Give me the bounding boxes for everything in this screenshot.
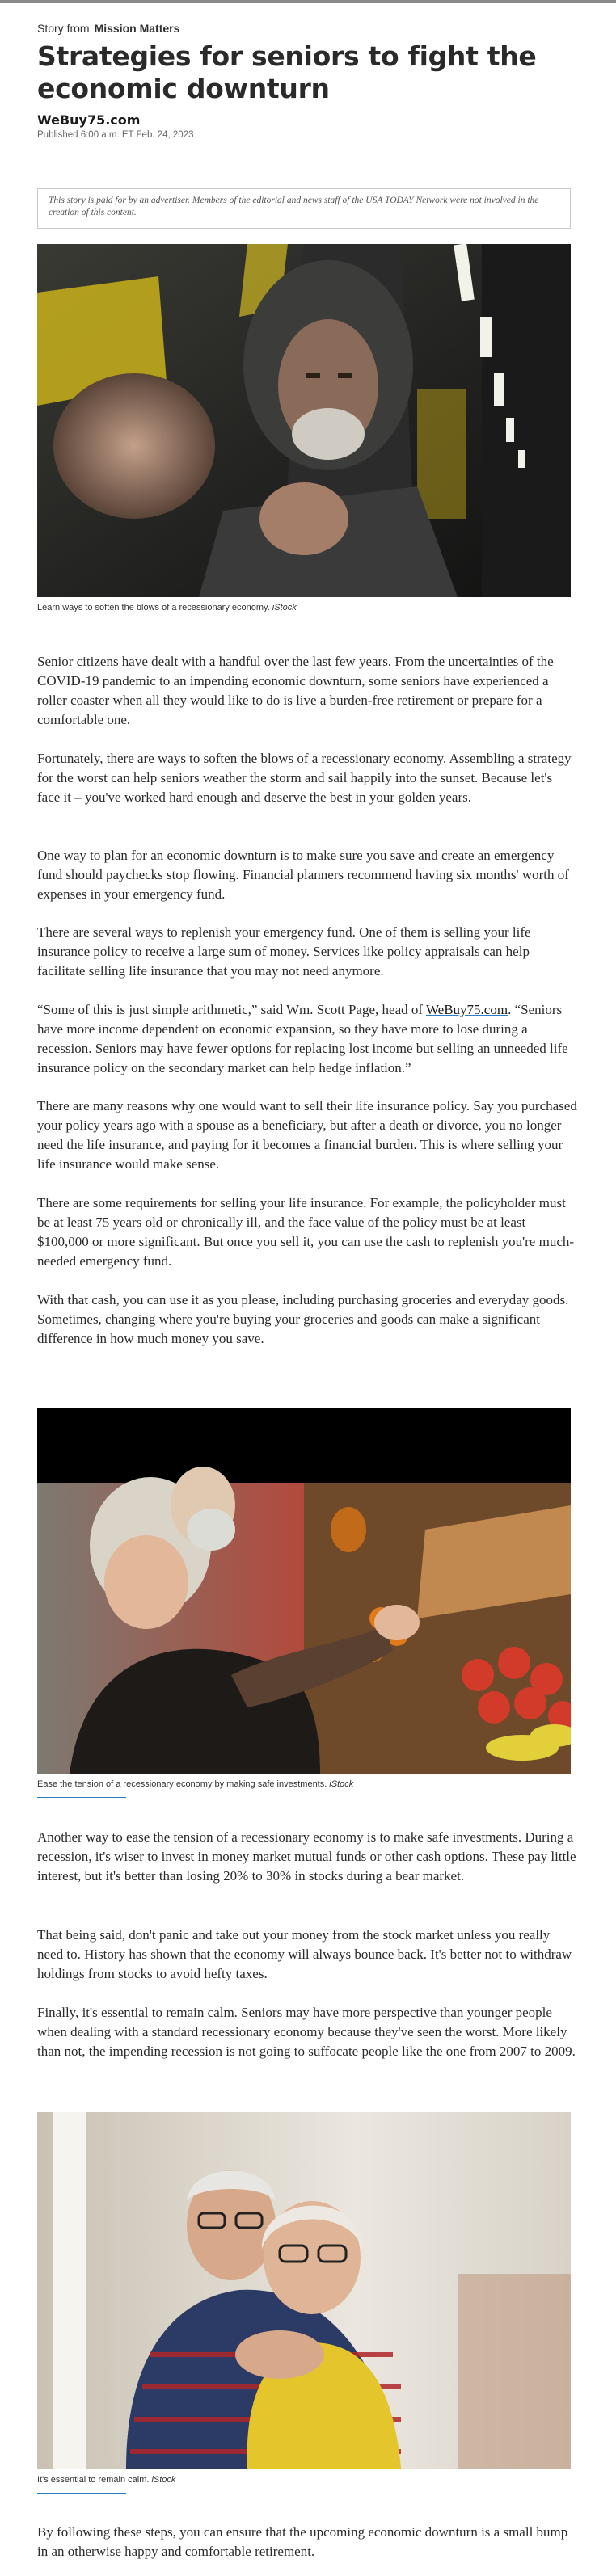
caption-divider <box>37 2493 126 2494</box>
senior-couple-photo <box>37 2112 571 2469</box>
senior-boxer-photo <box>37 244 571 597</box>
quote-text-end: . “Seniors have more income dependent on economic expansion, so they have more to lose during a recession. Seniors may have fewer options for replacing lost income but selling an unneeded life insurance policy on the secondary market can help hedge inflation.” <box>37 1002 568 1075</box>
caption-text: Ease the tension of a recessionary economy by making safe investments. <box>37 1779 327 1789</box>
caption-credit: iStock <box>272 603 297 612</box>
caption-credit: iStock <box>329 1779 354 1789</box>
figure-caption-2 <box>37 1779 353 1789</box>
article-paragraph: There are several ways to replenish your emergency fund. One of them is selling your life insurance policy to receive a large sum of money. Services like policy appraisals can help facilitate selling life insurance that you may not need anymore. <box>37 924 531 979</box>
article-paragraph: Another way to ease the tension of a recessionary economy is to make safe investments. During a recession, it's wiser to invest in money market mutual funds or other cash options. These pay little interest, but it's better than losing 20% to 30% in stocks during a bear market. <box>37 1829 576 1884</box>
article-paragraph: Fortunately, there are ways to soften the blows of a recessionary economy. Assembling a strategy for the worst can help seniors weather the storm and sail happily into the sunset. Because let's face it – you've worked hard enough and deserve the best in your golden years. <box>37 751 572 805</box>
caption-credit: iStock <box>151 2475 176 2485</box>
webuy75-link[interactable]: WeBuy75.com <box>425 1002 508 1017</box>
image-couple-grocery[interactable] <box>37 1408 571 1774</box>
article-paragraph: That being said, don't panic and take out your money from the stock market unless you really need to. History has shown that the economy will always bounce back. It's better not to withdraw holdings from stocks to avoid hefty taxes. <box>37 1927 572 1981</box>
image-senior-couple-embrace[interactable] <box>37 2112 571 2469</box>
caption-text: Learn ways to soften the blows of a recessionary economy. <box>37 603 270 612</box>
couple-grocery-photo <box>37 1408 571 1774</box>
quote-text-start: “Some of this is just simple arithmetic,” said Wm. Scott Page, head of <box>37 1002 424 1017</box>
publish-date: Published 6:00 a.m. ET Feb. 24, 2023 <box>37 130 194 140</box>
sponsor-eyebrow <box>37 22 179 35</box>
article-paragraph: By following these steps, you can ensure that the upcoming economic downturn is a small bump in an otherwise happy and comfortable retirement. <box>37 2524 568 2559</box>
article-paragraph: Senior citizens have dealt with a handful over the last few years. From the uncertainties of the COVID-19 pandemic to an impending economic downturn, some seniors have experienced a roller coaster when all they would like to do is live a burden-free retirement or prepare for a comfortable one. <box>37 654 554 727</box>
caption-divider <box>37 1797 126 1798</box>
top-rule <box>0 0 616 3</box>
article-paragraph: There are some requirements for selling your life insurance. For example, the policyholder must be at least 75 years old or chronically ill, and the face value of the policy must be at least $100,000 or more significant. But once you sell it, you can use the cash to replenish you're much-needed emergency fund. <box>37 1195 575 1269</box>
figure-caption-3 <box>37 2475 175 2485</box>
caption-text: It's essential to remain calm. <box>37 2475 150 2485</box>
story-from-label: Story from <box>37 22 90 35</box>
article-paragraph: With that cash, you can use it as you please, including purchasing groceries and everyday goods. Sometimes, changing where you're buying your groceries and goods can make a significant difference in how much money you save. <box>37 1292 569 1346</box>
hero-image-senior-boxer[interactable] <box>37 244 571 597</box>
figure-caption-1 <box>37 603 297 612</box>
article-paragraph: Finally, it's essential to remain calm. Seniors may have more perspective than younger people when dealing with a standard recessionary economy because they've seen the worst. More likely than not, the impending recession is not going to suffocate people like the one from 2007 to 2009. <box>37 2005 576 2059</box>
author-brand[interactable]: WeBuy75.com <box>37 112 141 128</box>
quote-paragraph <box>37 1000 577 1078</box>
sponsor-name[interactable]: Mission Matters <box>94 22 180 35</box>
article-paragraph: There are many reasons why one would want to sell their life insurance policy. Say you purchased your policy years ago with a spouse as a beneficiary, but after a death or divorce, you no longer need the life insurance, and paying for it becomes a financial burden. This is where selling your life insurance would make sense. <box>37 1098 577 1172</box>
advertiser-disclaimer: This story is paid for by an advertiser. Members of the editorial and news staff of the USA TODAY Network were not involved in the creation of this content. <box>37 188 571 229</box>
article-paragraph: One way to plan for an economic downturn is to make sure you save and create an emergency fund should paychecks stop flowing. Financial planners recommend having six months' worth of expenses in your emergency fund. <box>37 848 569 902</box>
article-headline: Strategies for seniors to fight the economic downturn <box>37 40 537 104</box>
